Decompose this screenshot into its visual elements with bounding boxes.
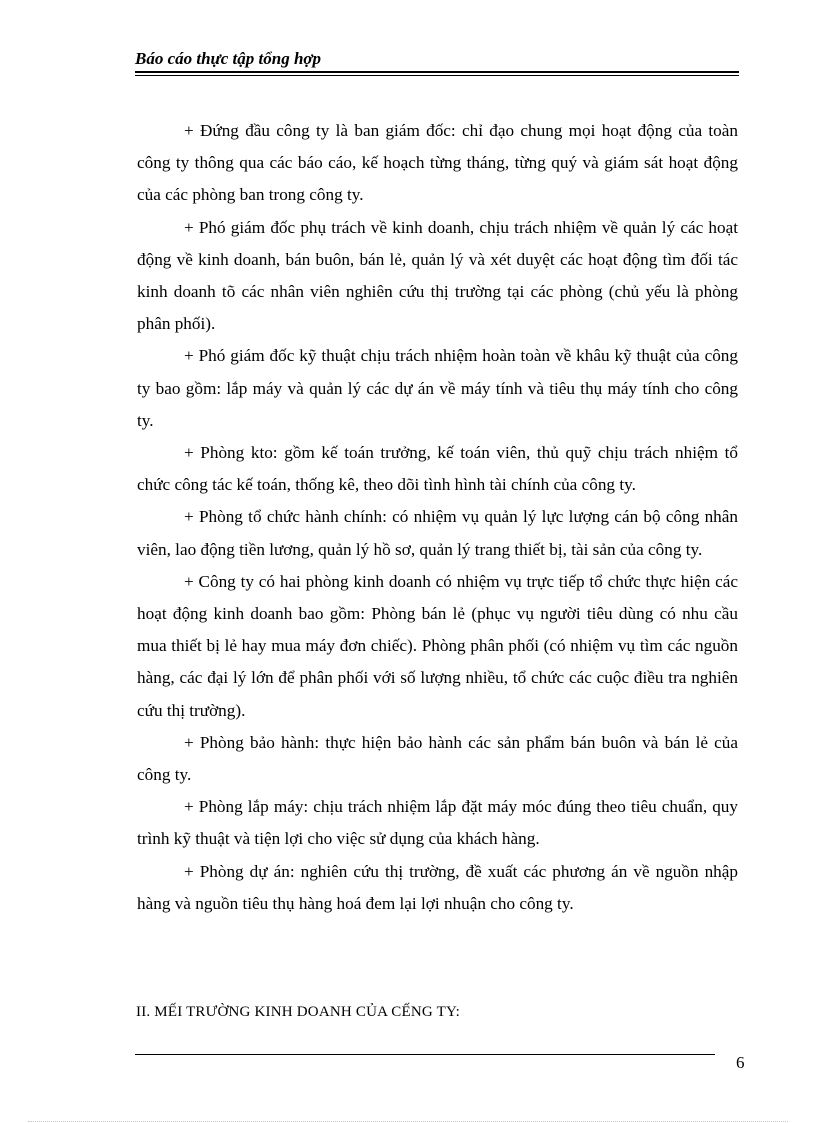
page-number: 6 [736,1053,745,1072]
page-edge-divider [28,1121,788,1122]
paragraph-technical-deputy: + Phó giám đốc kỹ thuật chịu trách nhiệm hoàn toàn về khâu kỹ thuật của công ty bao gồm: lắp máy và quản lý các dự án về máy tính và tiêu thụ máy tính cho công ty. [137,346,738,430]
footer-rule [135,1054,715,1055]
page-header [135,48,739,76]
paragraph-business-deputy: + Phó giám đốc phụ trách về kinh doanh, chịu trách nhiệm về quản lý các hoạt động về kinh doanh, bán buôn, bán lẻ, quản lý và xét duyệt các hoạt động tìm đối tác kinh doanh tõ các nhân viên nghiên cứu thị trường tại các phòng (chủ yếu là phòng phân phối). [137,217,738,334]
header-rule [135,71,739,76]
paragraph-projects-dept: + Phòng dự án: nghiên cứu thị trường, đề xuất các phương án về nguồn nhập hàng và nguồn tiêu thụ hàng hoá đem lại lợi nhuận cho công ty. [137,861,738,913]
paragraph-warranty-dept: + Phòng bảo hành: thực hiện bảo hành các sản phẩm bán buôn và bán lẻ của công ty. [137,732,738,785]
paragraph-admin-dept: + Phòng tổ chức hành chính: có nhiệm vụ quản lý lực lượng cán bộ công nhân viên, lao động tiền lương, quản lý hồ sơ, quản lý trang thiết bị, tài sản của công ty. [137,507,738,559]
body-text [137,115,738,920]
paragraph-board-of-directors: + Đứng đầu công ty là ban giám đốc: chỉ đạo chung mọi hoạt động của toàn công ty thông qua các báo cáo, kế hoạch từng tháng, từng quý và giám sát hoạt động của các phòng ban trong công ty. [137,121,738,205]
header-title: Báo cáo thực tập tổng hợp [135,49,322,68]
paragraph-sales-depts: + Công ty có hai phòng kinh doanh có nhiệm vụ trực tiếp tổ chức thực hiện các hoạt động kinh doanh bao gồm: Phòng bán lẻ (phục vụ người tiêu dùng có nhu cầu mua thiết bị lẻ hay mua máy đơn chiếc). Phòng phân phối (có nhiệm vụ tìm các nguồn hàng, các đại lý lớn để phân phối với số lượng nhiều, tổ chức các cuộc điều tra nghiên cứu thị trường). [137,571,738,720]
paragraph-assembly-dept: + Phòng lắp máy: chịu trách nhiệm lắp đặt máy móc đúng theo tiêu chuẩn, quy trình kỹ thuật và tiện lợi cho việc sử dụng của khách hàng. [137,797,738,849]
section-heading: II. MẾI TRƯỜNG KINH DOANH CỦA CẾNG TY: [136,1004,460,1020]
paragraph-accounting-dept: + Phòng kto: gồm kế toán trưởng, kế toán viên, thủ quỹ chịu trách nhiệm tổ chức công tác kế toán, thống kê, theo dõi tình hình tài chính của công ty. [137,443,738,495]
